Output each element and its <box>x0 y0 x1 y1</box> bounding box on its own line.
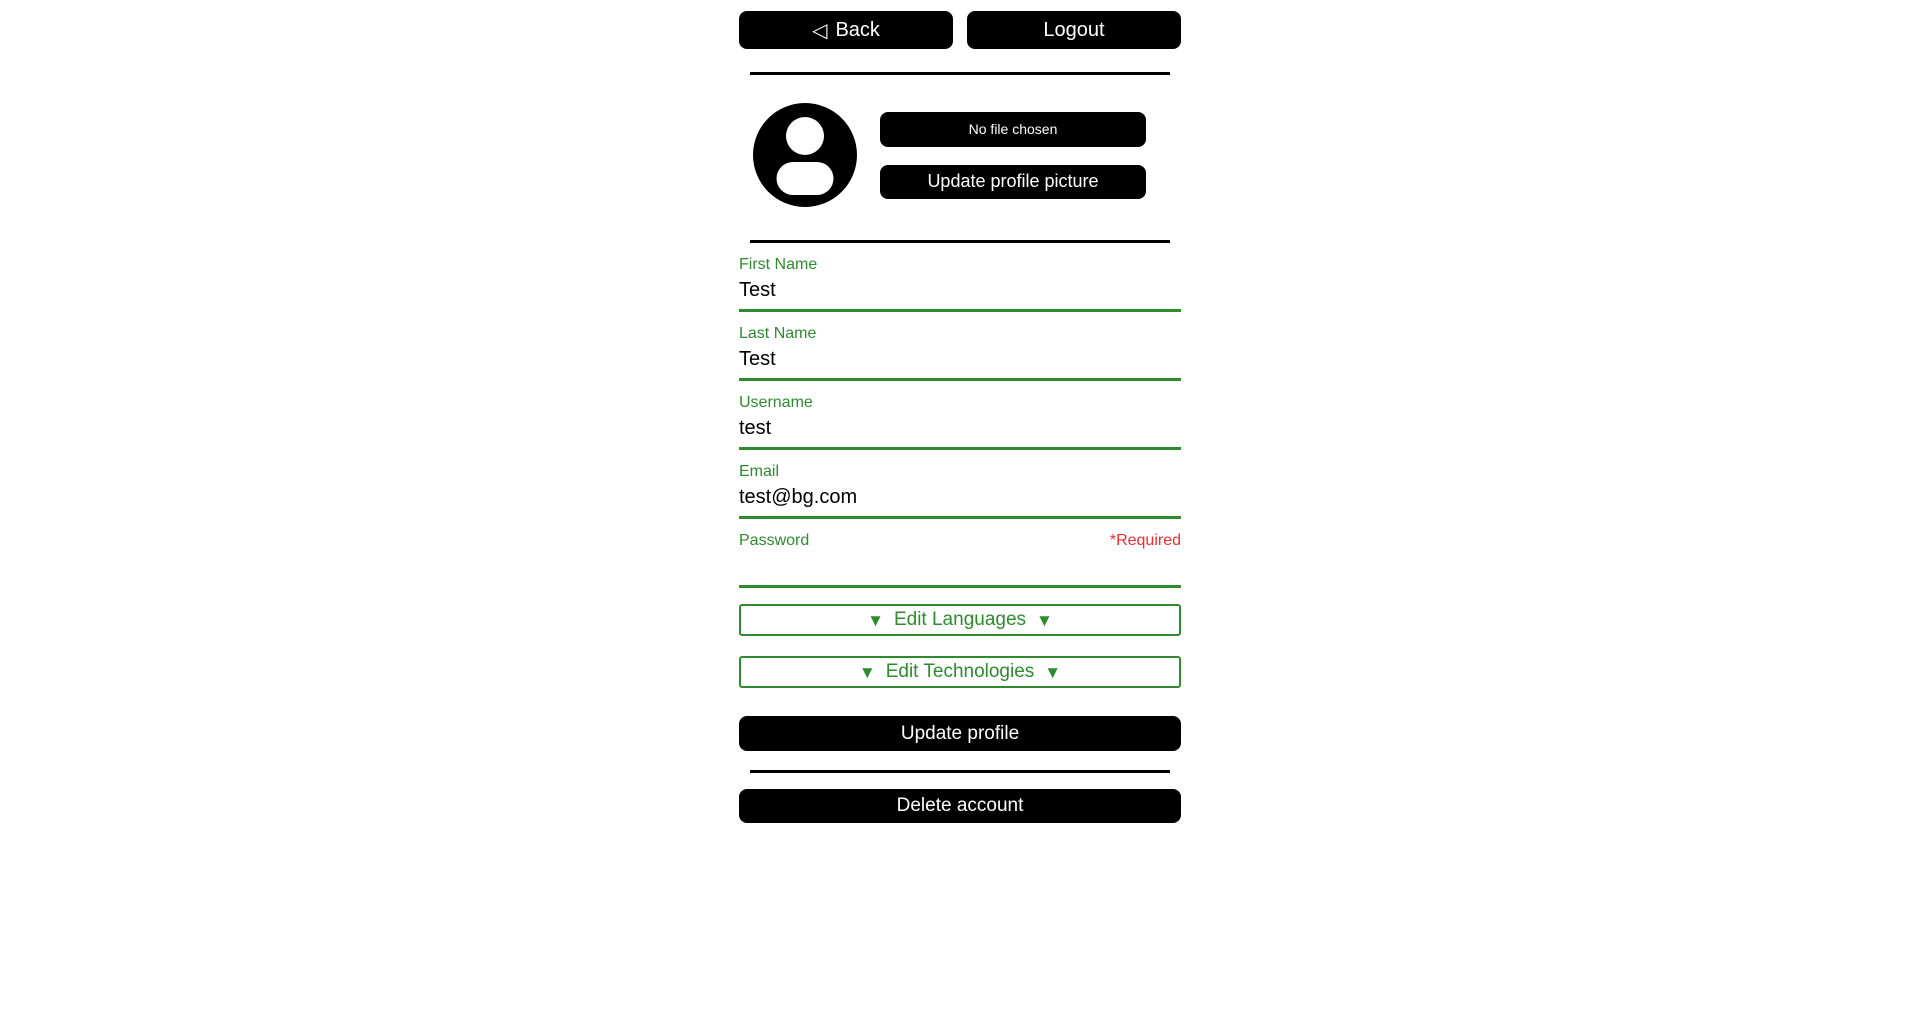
update-profile-button[interactable] <box>739 716 1181 751</box>
password-input[interactable] <box>739 554 1181 578</box>
username-field <box>739 393 1181 450</box>
profile-picture-section <box>739 103 1181 207</box>
update-profile-label: Update profile <box>900 722 1020 744</box>
back-arrow-icon: ◁ <box>812 19 828 42</box>
first-name-input[interactable] <box>739 278 1181 302</box>
edit-languages-label: Edit Languages <box>893 609 1027 630</box>
divider-under-avatar <box>750 240 1170 243</box>
chevron-down-icon: ▼ <box>867 610 884 630</box>
profile-edit-page <box>739 0 1181 823</box>
email-label: Email <box>739 463 780 480</box>
update-profile-picture-button[interactable] <box>880 165 1146 199</box>
edit-technologies-label: Edit Technologies <box>885 661 1035 682</box>
email-field <box>739 462 1181 519</box>
password-field <box>739 531 1181 588</box>
first-name-label: First Name <box>739 256 818 273</box>
logout-button[interactable] <box>967 11 1181 49</box>
last-name-field <box>739 324 1181 381</box>
chevron-down-icon: ▼ <box>858 662 876 682</box>
username-input[interactable] <box>739 416 1181 440</box>
delete-account-button[interactable] <box>739 789 1181 823</box>
email-input[interactable] <box>739 485 1181 509</box>
divider-above-delete <box>750 770 1170 773</box>
last-name-label: Last Name <box>739 325 817 342</box>
chevron-down-icon: ▼ <box>1036 610 1053 630</box>
edit-technologies-button[interactable] <box>739 656 1181 688</box>
picture-buttons-column <box>880 112 1146 199</box>
username-label: Username <box>739 394 813 411</box>
back-button[interactable] <box>739 11 953 49</box>
logout-button-label: Logout <box>1043 18 1105 41</box>
back-button-label: Back <box>835 18 880 41</box>
delete-account-label: Delete account <box>896 795 1024 816</box>
avatar-person-icon <box>753 103 857 207</box>
first-name-field <box>739 255 1181 312</box>
divider-top <box>750 72 1170 75</box>
password-label: Password <box>739 532 810 549</box>
edit-languages-button[interactable] <box>739 604 1181 636</box>
top-button-row <box>739 11 1181 49</box>
chevron-down-icon: ▼ <box>1044 662 1062 682</box>
profile-picture-file-input[interactable] <box>880 112 1146 147</box>
update-profile-picture-label: Update profile picture <box>927 171 1099 191</box>
password-required-note: *Required <box>1109 532 1181 549</box>
file-input-status-text: No file chosen <box>968 121 1058 137</box>
last-name-input[interactable] <box>739 347 1181 371</box>
